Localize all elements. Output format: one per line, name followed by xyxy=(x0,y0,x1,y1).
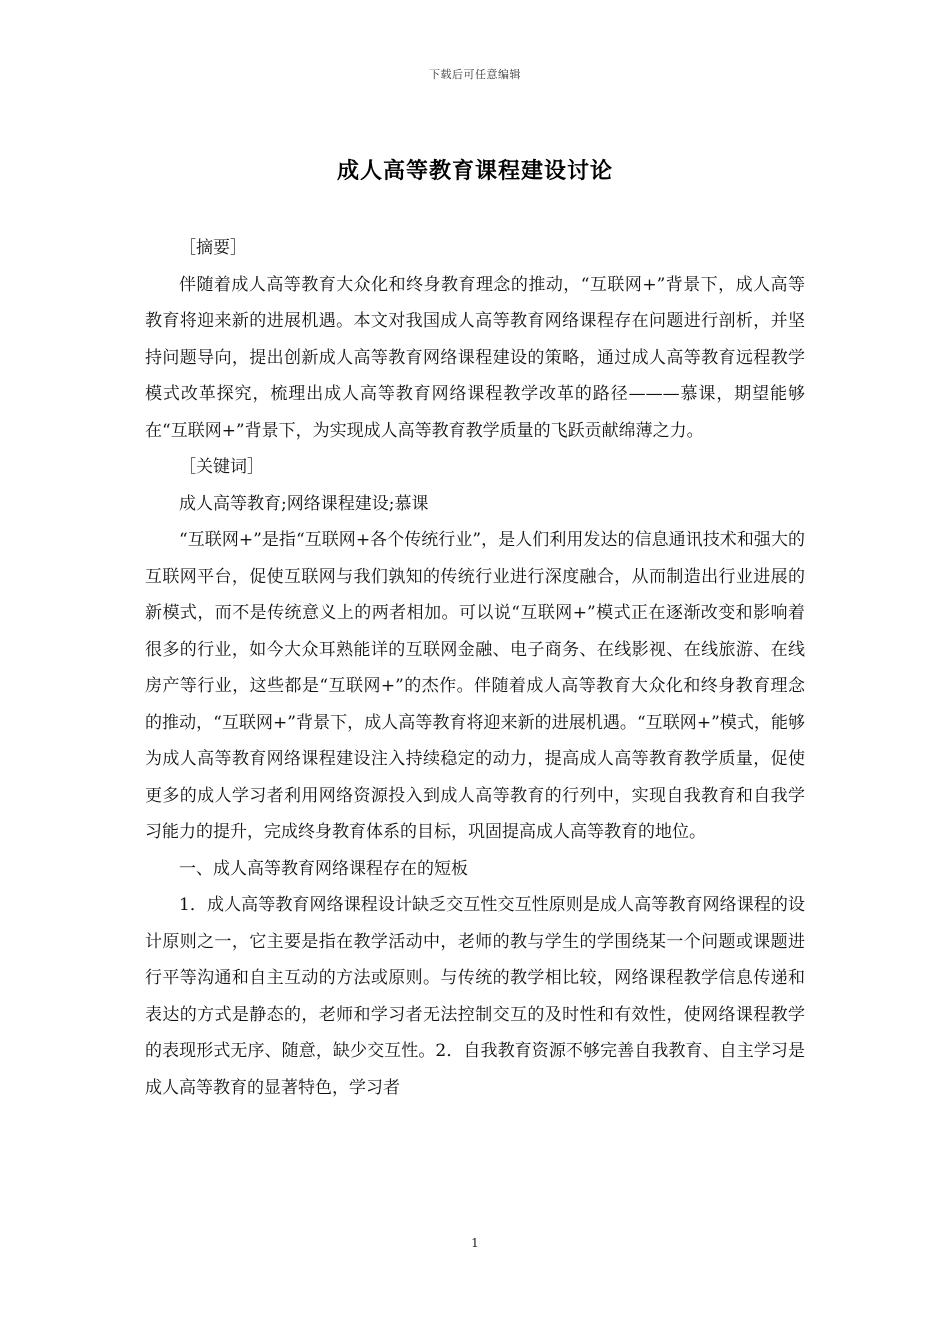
page-number: 1 xyxy=(471,1236,479,1250)
section-paragraph-1: 1．成人高等教育网络课程设计缺乏交互性交互性原则是成人高等教育网络课程的设计原则之一，它主要是指在教学活动中，老师的教与学生的学围绕某一个问题或课题进行平等沟通和自主互动的方法或原则。与传统的教学相比较，网络课程教学信息传递和表达的方式是静态的，老师和学习者无法控制交互的及时性和有效性，使网络课程教学的表现形式无序、随意，缺少交互性。2．自我教育资源不够完善自我教育、自主学习是成人高等教育的显著特色，学习者 xyxy=(145,895,805,1098)
section-heading-1: 一、成人高等教育网络课程存在的短板 xyxy=(179,858,468,879)
abstract-paragraph: 伴随着成人高等教育大众化和终身教育理念的推动，“互联网+”背景下，成人高等教育将迎来新的进展机遇。本文对我国成人高等教育网络课程存在问题进行剖析，并坚持问题导向，提出创新成人高等教育网络课程建设的策略，通过成人高等教育远程教学模式改革探究，梳理出成人高等教育网络课程教学改革的路径———慕课，期望能够在“互联网+”背景下，为实现成人高等教育教学质量的飞跃贡献绵薄之力。 xyxy=(145,274,805,441)
keywords-paragraph: 成人高等教育;网络课程建设;慕课 xyxy=(179,493,429,514)
abstract-heading: ［摘要］ xyxy=(179,238,247,258)
keywords-heading: ［关键词］ xyxy=(179,457,264,477)
document-title: 成人高等教育课程建设讨论 xyxy=(336,158,613,184)
intro-paragraph: “互联网+”是指“互联网+各个传统行业”，是人们利用发达的信息通讯技术和强大的互联网平台，促使互联网与我们孰知的传统行业进行深度融合，从而制造出行业进展的新模式，而不是传统意义上的两者相加。可以说“互联网+”模式正在逐渐改变和影响着很多的行业，如今大众耳熟能详的互联网金融、电子商务、在线影视、在线旅游、在线房产等行业，这些都是“互联网+”的杰作。伴随着成人高等教育大众化和终身教育理念的推动，“互联网+”背景下，成人高等教育将迎来新的进展机遇。“互联网+”模式，能够为成人高等教育网络课程建设注入持续稳定的动力，提高成人高等教育教学质量，促使更多的成人学习者利用网络资源投入到成人高等教育的行列中，实现自我教育和自我学习能力的提升，完成终身教育体系的目标，巩固提高成人高等教育的地位。 xyxy=(145,530,805,842)
page-header-note: 下载后可任意编辑 xyxy=(429,68,521,81)
document-body xyxy=(145,230,805,1106)
